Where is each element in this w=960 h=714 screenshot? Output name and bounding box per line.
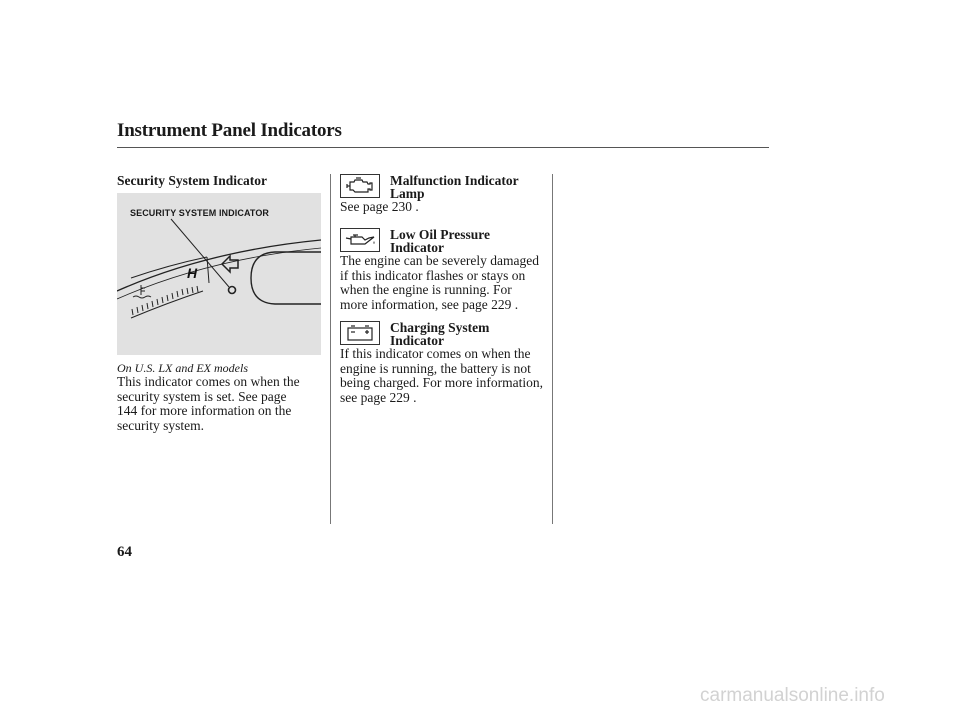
battery-icon (340, 321, 380, 345)
security-body (117, 375, 300, 433)
malfunction-heading (390, 174, 519, 200)
watermark: carmanualsonline.info (700, 685, 885, 706)
heading-line: Indicator (390, 240, 444, 255)
charging-heading (390, 321, 489, 347)
title-divider (117, 147, 769, 148)
text-line: This indicator comes on when the (117, 374, 300, 389)
check-engine-icon (340, 174, 380, 198)
text-line: being charged. For more information, (340, 375, 543, 390)
heading-line: Charging System (390, 320, 490, 335)
text-line: 144 for more information on the (117, 403, 292, 418)
text-line: if this indicator flashes or stays on (340, 267, 526, 283)
heading-line: Malfunction Indicator (390, 173, 519, 188)
column-divider-left (330, 174, 331, 524)
heading-line: Indicator (390, 333, 444, 348)
security-figure (117, 193, 321, 355)
instrument-cluster-illustration (117, 193, 321, 355)
figure-caption: On U.S. LX and EX models (117, 361, 248, 375)
page-title: Instrument Panel Indicators (117, 120, 342, 141)
text-line: security system is set. See page (117, 388, 287, 404)
charging-body (340, 347, 543, 405)
oil-heading (390, 228, 490, 254)
text-line: see page 229 . (340, 389, 417, 405)
text-line: more information, see page 229 . (340, 296, 519, 312)
text-line: If this indicator comes on when the (340, 346, 531, 361)
figure-label: SECURITY SYSTEM INDICATOR (130, 208, 270, 218)
security-heading: Security System Indicator (117, 173, 267, 188)
text-line: when the engine is running. For (340, 282, 512, 297)
malfunction-body: See page 230 . (340, 199, 419, 214)
h-gauge-letter: H (187, 265, 198, 281)
text-line: The engine can be severely damaged (340, 253, 540, 268)
oil-can-icon (340, 228, 380, 252)
oil-body (340, 254, 539, 312)
page-number: 64 (117, 544, 132, 560)
heading-line: Lamp (390, 186, 425, 201)
heading-line: Low Oil Pressure (390, 227, 490, 242)
column-divider-right (552, 174, 553, 524)
text-line: engine is running, the battery is not (340, 360, 531, 376)
text-line: security system. (117, 417, 204, 433)
